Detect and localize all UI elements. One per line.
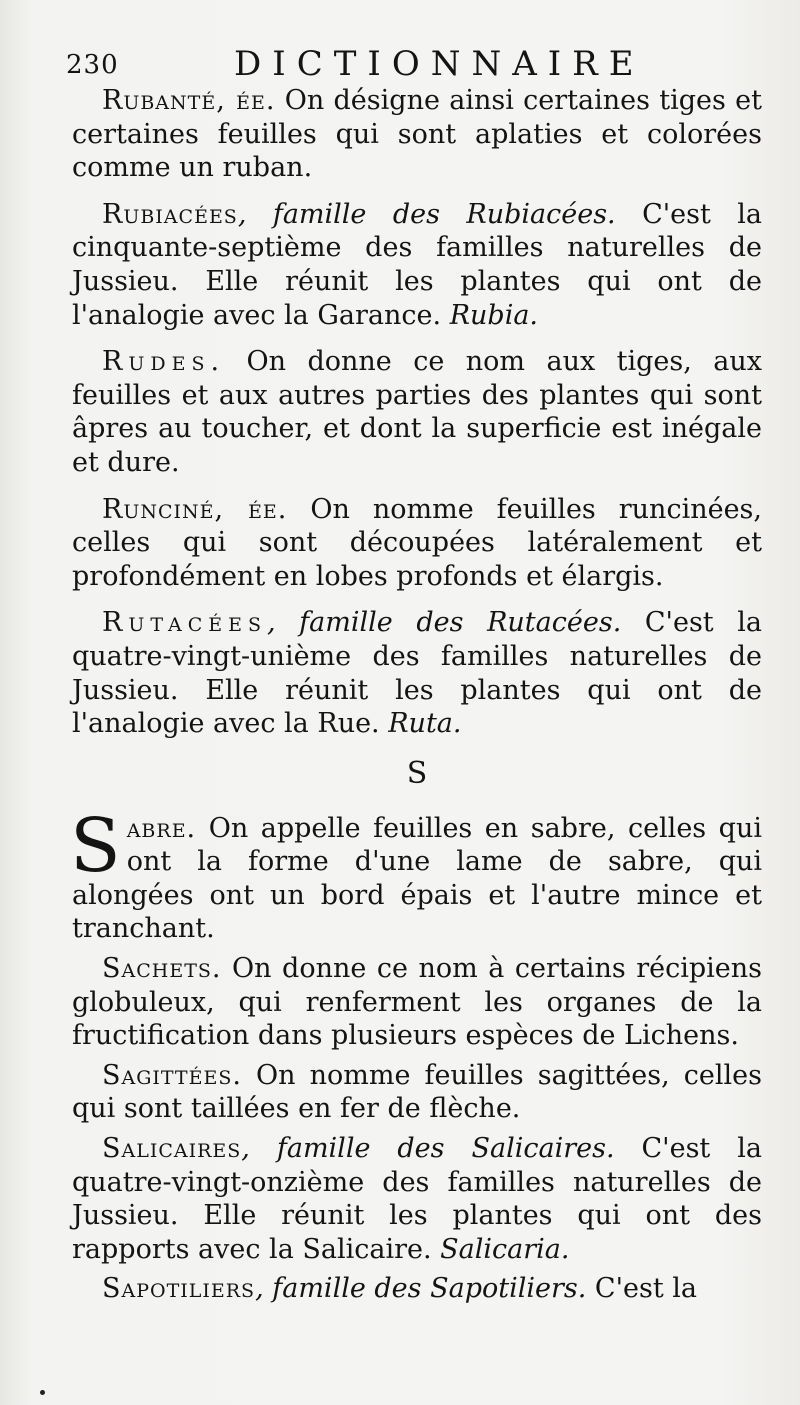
entry-salicaires <box>72 1132 762 1266</box>
running-title: DICTIONNAIRE <box>234 44 645 84</box>
headword: Sagittées. <box>102 1059 242 1091</box>
entry-rubante <box>72 84 762 185</box>
definition: On donne ce nom à certains récipiens globuleux, qui renferment les organes de la fructification dans plusieurs espèces de Lichens. <box>72 953 762 1052</box>
entry-sachets <box>72 952 762 1053</box>
latin-name: Salicaria. <box>431 1233 570 1265</box>
entry-sabre <box>70 802 762 946</box>
entry-runcine <box>72 493 762 594</box>
headword: Rudes. <box>102 346 226 378</box>
family-label: , famille des Sapotiliers. <box>255 1273 587 1305</box>
page-number: 230 <box>66 50 119 80</box>
entry-rudes <box>72 345 762 479</box>
definition: C'est la <box>586 1273 697 1305</box>
definition: On nomme feuilles runcinées, celles qui sont découpées latéralement et profondément en lobes profonds et élargis. <box>72 493 762 592</box>
entry-rutacees <box>72 606 762 740</box>
definition: On nomme feuilles sagittées, celles qui sont taillées en fer de flèche. <box>72 1059 762 1125</box>
definition: C'est la quatre-vingt-onzième des familles naturelles de Jussieu. Elle réunit les plantes qui ont des rapports avec la Salicaire. <box>72 1133 762 1265</box>
definition: On donne ce nom aux tiges, aux feuilles et aux autres parties des plantes qui sont âpres au toucher, et dont la superficie est inégale et dure. <box>72 346 762 478</box>
definition: C'est la quatre-vingt-unième des familles naturelles de Jussieu. Elle réunit les plantes qui ont de l'analogie avec la Rue. <box>72 607 762 740</box>
headword: Rubanté, ée. <box>102 85 276 116</box>
headword: Rutacées <box>102 607 267 639</box>
definition: On désigne ainsi certaines tiges et certaines feuilles qui sont aplaties et colorées comme un ruban. <box>72 85 762 184</box>
headword: Sapotiliers <box>102 1273 256 1305</box>
headword: Runciné, ée. <box>102 493 288 525</box>
dictionary-entries <box>72 84 762 1312</box>
ink-dot <box>40 1390 45 1395</box>
section-letter: S <box>406 755 428 791</box>
latin-name: Ruta. <box>379 708 462 740</box>
page-header <box>66 44 766 84</box>
entry-rubiacees <box>72 198 762 332</box>
family-label: , famille des Salicaires. <box>241 1133 615 1165</box>
headword: Salicaires <box>102 1133 242 1165</box>
headword: Sachets. <box>102 953 222 985</box>
entry-sapotiliers <box>72 1272 762 1306</box>
family-label: , famille des Rutacées. <box>267 607 622 639</box>
definition: On appelle feuilles en sabre, celles qui ont la forme d'une lame de sabre, qui alongées ont un bord épais et l'autre mince et tranchant. <box>72 812 762 945</box>
entry-sagittees <box>72 1059 762 1126</box>
headword: abre. <box>126 812 197 844</box>
definition: C'est la cinquante-septième des familles naturelles de Jussieu. Elle réunit les plantes qui ont de l'analogie avec la Garance. <box>72 198 762 331</box>
family-label: , famille des Rubiacées. <box>237 198 616 230</box>
latin-name: Rubia. <box>441 299 539 331</box>
drop-cap: S <box>70 802 121 889</box>
headword: Rubiacées <box>102 198 238 230</box>
